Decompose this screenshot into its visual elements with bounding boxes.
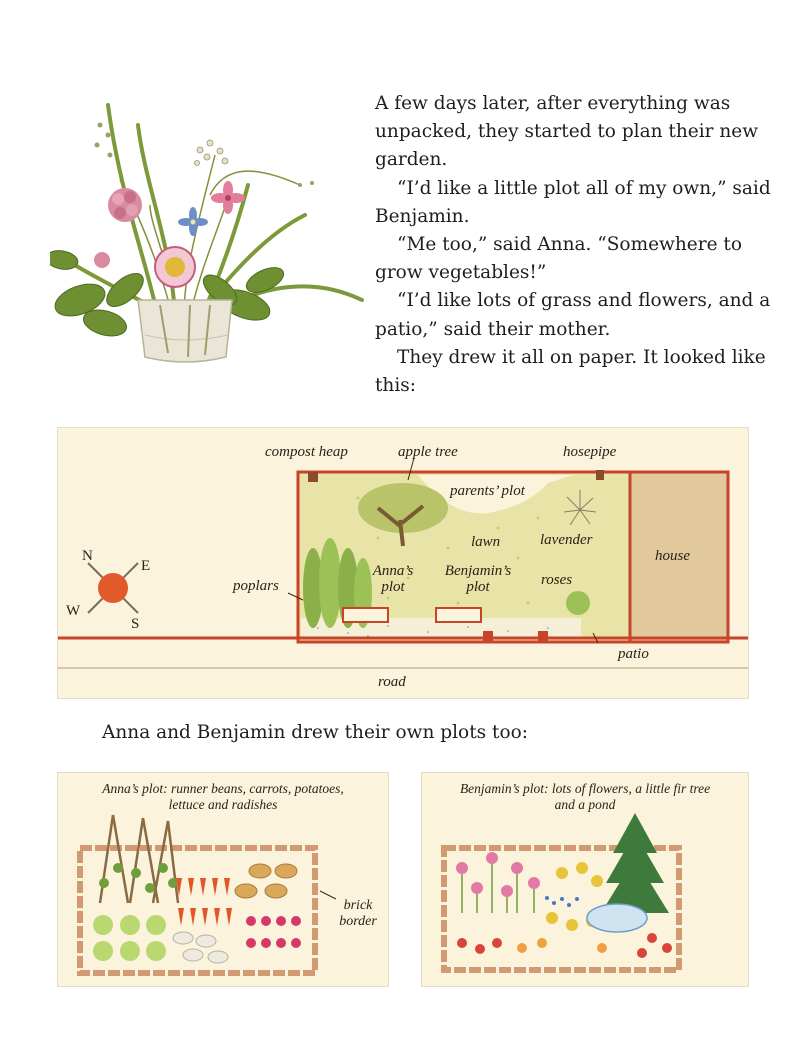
lavender-label: lavender (540, 532, 593, 548)
house-label: house (655, 548, 690, 564)
benjamins-plot-label (433, 564, 523, 596)
compass-east-label: E (141, 558, 151, 574)
story-paragraph: “I’d like lots of grass and flowers, and a patio,” said their mother. (375, 290, 771, 340)
annas-plot-bed (343, 608, 388, 622)
lawn-label: lawn (471, 534, 501, 550)
flower-vase-illustration (50, 95, 370, 370)
parents-plot-label: parents’ plot (450, 483, 525, 499)
hosepipe-label: hosepipe (563, 444, 617, 460)
compass-north-label: N (82, 548, 93, 564)
brick-border-label-line1: brick (343, 898, 373, 913)
brick-border-label (328, 898, 388, 930)
apple-tree-label: apple tree (398, 444, 458, 460)
roses-label: roses (541, 572, 573, 588)
clover-flower (108, 188, 142, 222)
benjamins-plot-bed (436, 608, 481, 622)
compost-heap-label: compost heap (265, 444, 348, 460)
brick-border-label-line2: border (339, 914, 377, 929)
pond (587, 904, 647, 932)
glass-vase (138, 300, 232, 362)
benjamins-plot-drawing (422, 773, 748, 986)
annas-plot-label (363, 564, 423, 596)
patio-label: patio (618, 646, 649, 662)
garden-map-panel (57, 427, 749, 699)
roses (566, 591, 590, 615)
daisy-flower (155, 247, 195, 287)
story-paragraph: “Me too,” said Anna. “Somewhere to grow vegetables!” (375, 234, 743, 284)
annas-plot-label-line2: plot (381, 578, 405, 595)
compass-rose (88, 563, 138, 613)
own-plots-intro: Anna and Benjamin drew their own plots too: (102, 722, 528, 743)
annas-plot-label-line1: Anna’s (372, 563, 414, 579)
road-label: road (378, 674, 406, 690)
benjamins-plot-caption-line1: Benjamin’s plot: lots of flowers, a little fir tree (459, 781, 711, 796)
story-text (375, 90, 775, 400)
benjamins-plot-caption-line2: and a pond (554, 797, 616, 812)
benjamins-plot-label-line1: Benjamin’s (444, 563, 512, 579)
story-paragraph: They drew it all on paper. It looked like this: (375, 346, 766, 397)
compass-south-label: S (131, 616, 140, 632)
story-paragraph: A few days later, after everything was unpacked, they started to plan their new garden. (375, 93, 759, 171)
story-paragraph: “I’d like a little plot all of my own,” said Benjamin. (375, 177, 771, 227)
annas-plot-drawing (58, 773, 388, 986)
benjamins-plot-label-line2: plot (466, 578, 490, 595)
poplars-label: poplars (233, 578, 279, 594)
annas-plot-panel (57, 772, 389, 987)
compass-west-label: W (66, 603, 81, 619)
annas-plot-caption-line2: lettuce and radishes (168, 797, 278, 812)
annas-plot-caption-line1: Anna’s plot: runner beans, carrots, potatoes, (102, 781, 344, 796)
benjamins-plot-panel (421, 772, 749, 987)
